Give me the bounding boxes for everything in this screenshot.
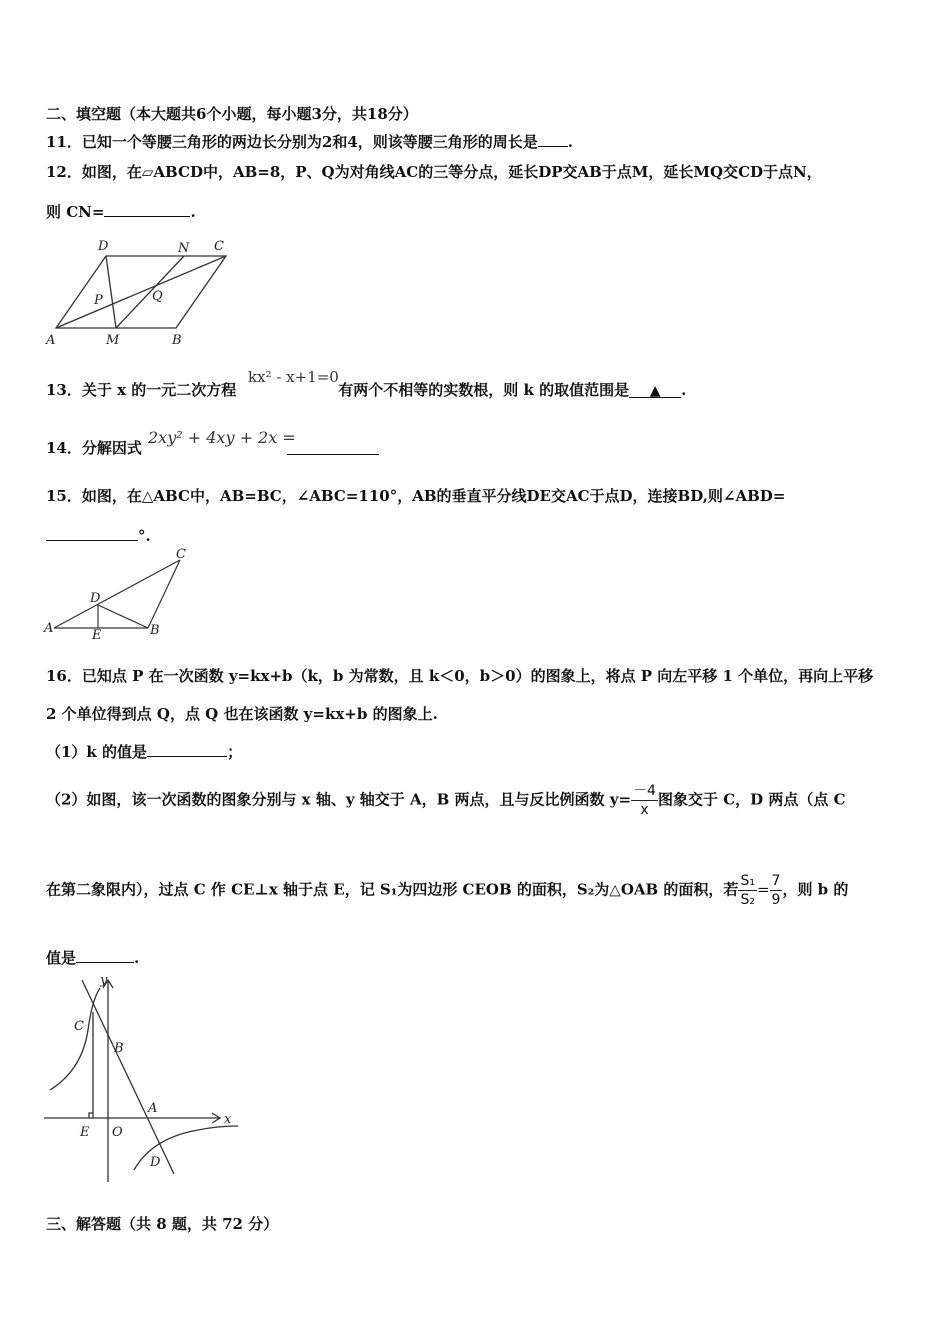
triangle-figure [40, 548, 200, 640]
q16-line5-tail: . [134, 949, 140, 967]
question-16-part1 [46, 740, 242, 762]
label-A: A [148, 1101, 158, 1116]
q16-part1-prefix: （1）k 的值是 [46, 743, 148, 761]
label-C: C [74, 1019, 84, 1034]
ratio-value-fraction [770, 872, 783, 909]
q14-blank [287, 438, 379, 455]
label-D: D [150, 1155, 161, 1170]
question-13 [46, 380, 686, 400]
label-D: D [98, 239, 109, 254]
q16-line4-prefix: 在第二象限内），过点 C 作 CE⊥x 轴于点 E，记 S₁为四边形 CEOB 的面积，S₂为△OAB 的面积，若 [46, 880, 739, 899]
label-M: M [106, 333, 120, 348]
ratio-equals: = [756, 880, 770, 899]
label-B: B [172, 333, 182, 348]
label-C: C [214, 239, 224, 254]
q13-suffix: 有两个不相等的实数根，则 k 的取值范围是 [338, 381, 630, 399]
area-ratio-fraction [738, 872, 757, 909]
q16-line5-prefix: 值是 [46, 949, 77, 967]
label-E: E [92, 628, 102, 640]
question-16-line1: 16．已知点 P 在一次函数 y=kx+b（k，b 为常数，且 k＜0，b＞0）的图象上，将点 P 向左平移 1 个单位，再向上平移 [46, 667, 874, 685]
question-11 [46, 130, 573, 152]
label-B: B [114, 1041, 124, 1056]
ratio-denominator: S₂ [740, 892, 755, 908]
q13-prefix: 13．关于 x 的一元二次方程 [46, 381, 237, 399]
q16-part2-prefix: （2）如图，该一次函数的图象分别与 x 轴、y 轴交于 A，B 两点，且与反比例函数 y= [46, 790, 632, 809]
label-A: A [44, 621, 54, 636]
label-y: y [100, 973, 108, 988]
ratio-numerator: S₁ [740, 873, 755, 889]
parallelogram-figure [44, 236, 234, 348]
function-graph-figure [42, 970, 242, 1186]
question-15-line1: 15．如图，在△ABC中，AB=BC，∠ABC=110°，AB的垂直平分线DE交AC于点D，连接BD,则∠ABD= [46, 487, 786, 505]
frac-numerator: －4 [633, 783, 656, 799]
question-12-line2 [46, 200, 196, 222]
label-A: A [46, 333, 56, 348]
q12-tail: . [190, 203, 196, 221]
q11-blank [538, 130, 568, 147]
section-heading: 二、填空题（本大题共6个小题，每小题3分，共18分） [46, 105, 418, 123]
q14-expression: 2xy² + 4xy + 2x = [148, 428, 296, 447]
label-D: D [90, 591, 101, 606]
label-Q: Q [152, 289, 163, 304]
q16-part2-suffix: 图象交于 C，D 两点（点 C [657, 790, 846, 809]
q15-tail: °. [138, 527, 151, 545]
label-P: P [94, 293, 103, 308]
q16-line4-suffix: ，则 b 的 [782, 880, 849, 899]
question-14 [46, 438, 142, 458]
q13-answer-blank: ▲ [629, 381, 681, 398]
q12-prefix: 则 CN= [46, 203, 105, 221]
q11-text: 11．已知一个等腰三角形的两边长分别为2和4，则该等腰三角形的周长是 [46, 133, 538, 151]
ratio-value-denominator: 9 [771, 892, 781, 908]
question-16-line4 [46, 872, 848, 909]
q15-blank [46, 524, 138, 541]
q16-part1-blank [147, 740, 227, 757]
q13-tail: . [681, 381, 687, 399]
label-x: x [224, 1112, 232, 1127]
question-16-line5 [46, 946, 139, 968]
question-16-part2 [46, 782, 846, 819]
label-N: N [178, 241, 190, 256]
frac-denominator: x [640, 802, 649, 818]
q16-line5-blank [76, 946, 134, 963]
inverse-function-fraction [631, 782, 658, 819]
section-heading-3: 三、解答题（共 8 题，共 72 分） [46, 1215, 279, 1233]
q14-prefix: 14．分解因式 [46, 439, 142, 457]
q16-part1-tail: ； [227, 743, 243, 761]
q13-equation: kx² - x+1=0 [248, 368, 339, 386]
label-E: E [80, 1125, 90, 1140]
question-15-line2 [46, 524, 151, 546]
q12-blank [104, 200, 190, 217]
label-B: B [150, 623, 160, 638]
question-16-line2: 2 个单位得到点 Q，点 Q 也在该函数 y=kx+b 的图象上. [46, 705, 438, 723]
q11-tail: . [567, 133, 573, 151]
label-C: C [176, 548, 186, 562]
label-O: O [112, 1125, 123, 1140]
question-12-line1: 12．如图，在▱ABCD中，AB=8，P、Q为对角线AC的三等分点，延长DP交AB于点M，延长MQ交CD于点N， [46, 163, 822, 181]
ratio-value-numerator: 7 [771, 873, 781, 889]
